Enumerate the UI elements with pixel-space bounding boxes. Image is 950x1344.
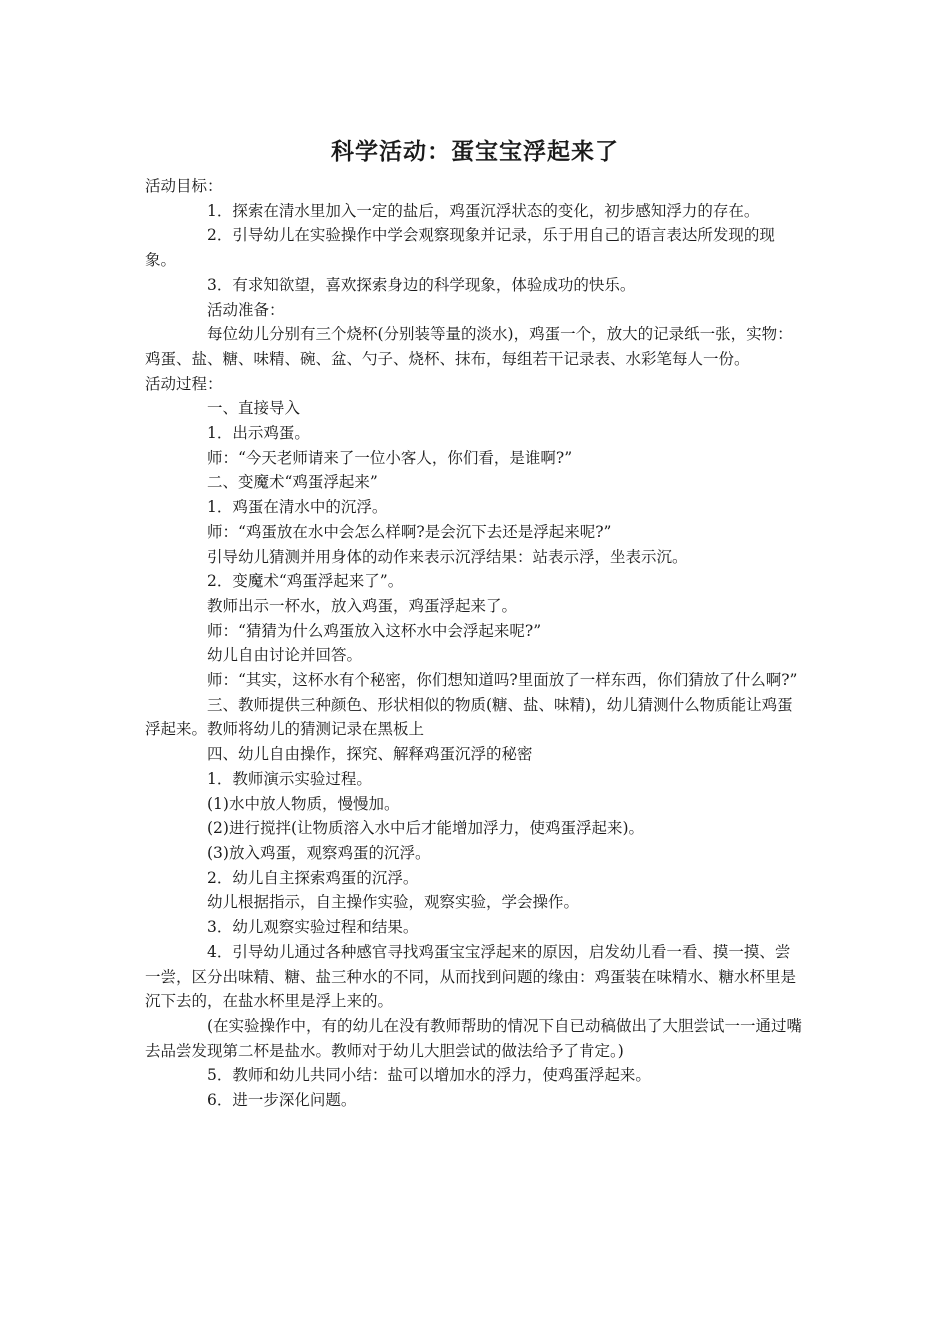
paragraph: 师：“今天老师请来了一位小客人，你们看，是谁啊?” — [207, 448, 573, 467]
document-title: 科学活动：蛋宝宝浮起来了 — [331, 138, 619, 165]
paragraph: 活动准备： — [207, 300, 285, 319]
paragraph: 师：“其实，这杯水有个秘密，你们想知道吗?里面放了一样东西，你们猜放了什么啊?” — [207, 671, 798, 690]
paragraph: 2．引导幼儿在实验操作中学会观察现象并记录，乐于用自己的语言表达所发现的现象。 — [145, 226, 775, 270]
paragraph: 每位幼儿分别有三个烧杯(分别装等量的淡水)，鸡蛋一个，放大的记录纸一张，实物：鸡蛋、盐、糖、味精、碗、盆、勺子、烧杯、抹布，每组若干记录表、水彩笔每人一份。 — [145, 325, 793, 368]
paragraph: 1．出示鸡蛋。 — [207, 424, 310, 443]
paragraph: 3．幼儿观察实验过程和结果。 — [207, 918, 419, 937]
paragraph: 师：“猜猜为什么鸡蛋放入这杯水中会浮起来呢?” — [207, 621, 542, 640]
paragraph: 二、变魔术“鸡蛋浮起来” — [207, 473, 378, 492]
paragraph: 四、幼儿自由操作，探究、解释鸡蛋沉浮的秘密 — [207, 745, 533, 764]
paragraph: 活动过程： — [145, 374, 223, 393]
paragraph: 引导幼儿猜测并用身体的动作来表示沉浮结果：站表示浮，坐表示沉。 — [207, 547, 688, 566]
paragraph: 6．进一步深化问题。 — [207, 1091, 357, 1110]
paragraph: (2)进行搅拌(让物质溶入水中后才能增加浮力，使鸡蛋浮起来)。 — [207, 819, 645, 838]
document-body — [145, 174, 805, 1113]
paragraph: 一、直接导入 — [207, 399, 301, 418]
paragraph: 1．探索在清水里加入一定的盐后，鸡蛋沉浮状态的变化，初步感知浮力的存在。 — [207, 201, 760, 220]
paragraph: 师：“鸡蛋放在水中会怎么样啊?是会沉下去还是浮起来呢?” — [207, 522, 612, 541]
paragraph: (在实验操作中，有的幼儿在没有教师帮助的情况下自已动稿做出了大胆尝试一一通过嘴去品尝发现第二杯是盐水。教师对于幼儿大胆尝试的做法给予了肯定。) — [145, 1016, 803, 1060]
paragraph: 三、教师提供三种颜色、形状相似的物质(糖、盐、味精)，幼儿猜测什么物质能让鸡蛋浮起来。教师将幼儿的猜测记录在黑板上 — [145, 695, 793, 739]
paragraph: 3．有求知欲望，喜欢探索身边的科学现象，体验成功的快乐。 — [207, 275, 636, 294]
paragraph: (3)放入鸡蛋，观察鸡蛋的沉浮。 — [207, 843, 431, 862]
paragraph: 幼儿根据指示，自主操作实验，观察实验，学会操作。 — [207, 893, 580, 912]
paragraph: 幼儿自由讨论并回答。 — [207, 646, 363, 665]
paragraph: 教师出示一杯水，放入鸡蛋，鸡蛋浮起来了。 — [207, 596, 518, 615]
paragraph: 活动目标： — [145, 177, 223, 195]
paragraph: 2．幼儿自主探索鸡蛋的沉浮。 — [207, 868, 419, 887]
paragraph: 2．变魔术“鸡蛋浮起来了”。 — [207, 572, 404, 591]
paragraph: 4．引导幼儿通过各种感官寻找鸡蛋宝宝浮起来的原因，启发幼儿看一看、摸一摸、尝一尝，区分出味精、糖、盐三种水的不同，从而找到问题的缘由：鸡蛋装在味精水、糖水杯里是沉下去的，在盐水杯里是浮上来的。 — [145, 942, 797, 1011]
paragraph: 1．教师演示实验过程。 — [207, 769, 372, 788]
paragraph: (1)水中放人物质，慢慢加。 — [207, 794, 400, 813]
paragraph: 1．鸡蛋在清水中的沉浮。 — [207, 498, 388, 517]
paragraph: 5．教师和幼儿共同小结：盐可以增加水的浮力，使鸡蛋浮起来。 — [207, 1066, 651, 1085]
